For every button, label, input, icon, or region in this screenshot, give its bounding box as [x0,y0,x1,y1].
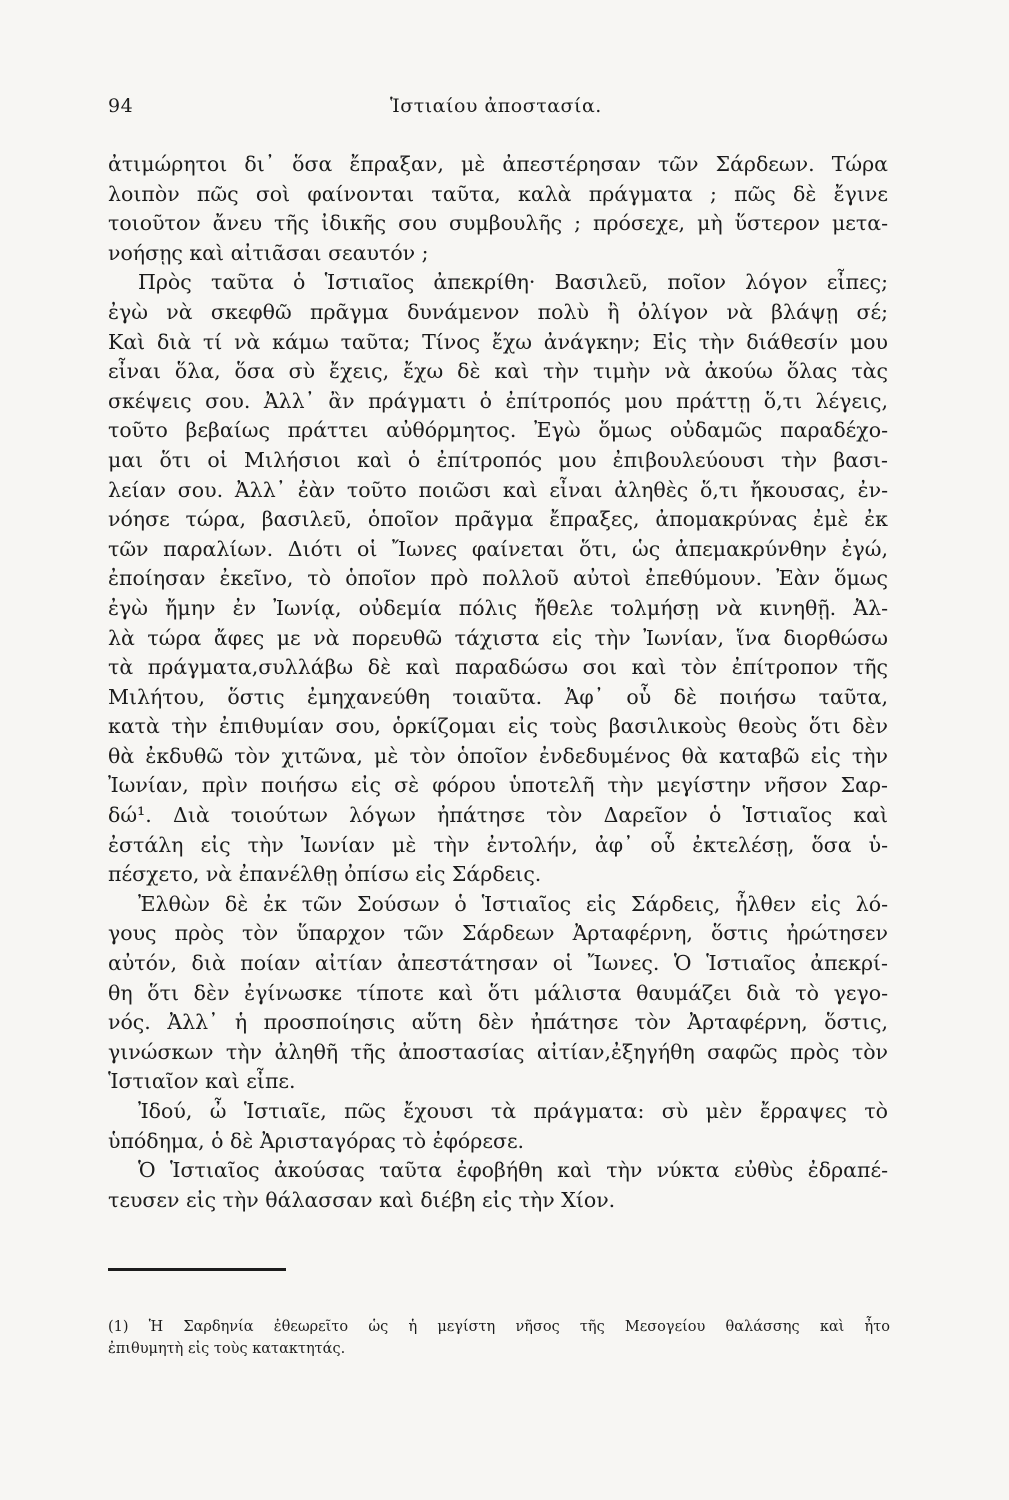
footnote-line: (1) Ἡ Σαρδηνία ἐθεωρεῖτο ὡς ἡ μεγίστη νῆσος τῆς Μεσογείου θαλάσσης καὶ ἦτο [108,1319,890,1335]
page-header [108,95,898,123]
text-line: λοιπὸν πῶς σοὶ φαίνονται ταῦτα, καλὰ πράγματα ; πῶς δὲ ἔγινε [108,181,888,206]
text-line: θὰ ἐκδυθῶ τὸν χιτῶνα, μὲ τὸν ὁποῖον ἐνδεδυμένος θὰ καταβῶ εἰς τὴν [108,743,888,768]
text-line: Ἐλθὼν δὲ ἐκ τῶν Σούσων ὁ Ἱστιαῖος εἰς Σάρδεις, ἦλθεν εἰς λό- [138,891,888,916]
text-line: λείαν σου. Ἀλλ᾽ ἐὰν τοῦτο ποιῶσι καὶ εἶναι ἀληθὲς ὅ,τι ἤκουσας, ἐν- [108,477,888,502]
running-title: Ἱστιαίου ἀποστασία. [390,95,602,117]
text-line: Καὶ διὰ τί νὰ κάμω ταῦτα; Τίνος ἔχω ἀνάγκην; Εἰς τὴν διάθεσίν μου [108,329,888,354]
page-number: 94 [108,95,134,117]
text-line: Πρὸς ταῦτα ὁ Ἱστιαῖος ἀπεκρίθη· Βασιλεῦ, ποῖον λόγον εἶπες; [138,270,888,295]
text-line: πέσχετο, νὰ ἐπανέλθῃ ὀπίσω εἰς Σάρδεις. [108,862,542,887]
text-line: Ἰωνίαν, πρὶν ποιήσω εἰς σὲ φόρου ὑποτελῆ τὴν μεγίστην νῆσον Σαρ- [108,773,888,798]
text-line: τευσεν εἰς τὴν θάλασσαν καὶ διέβη εἰς τὴν Χίον. [108,1187,616,1212]
text-line: Ἱστιαῖον καὶ εἶπε. [108,1069,296,1094]
text-line: ὑπόδημα, ὁ δὲ Ἀρισταγόρας τὸ ἐφόρεσε. [108,1128,525,1153]
text-line: θη ὅτι δὲν ἐγίνωσκε τίποτε καὶ ὅτι μάλιστα θαυμάζει διὰ τὸ γεγο- [108,980,888,1005]
text-line: σκέψεις σου. Ἀλλ᾽ ἂν πράγματι ὁ ἐπίτροπός μου πράττῃ ὅ,τι λέγεις, [108,388,888,413]
text-line: ἐγὼ ἤμην ἐν Ἰωνίᾳ, οὐδεμία πόλις ἤθελε τολμήσῃ νὰ κινηθῇ. Ἀλ- [108,595,888,620]
text-line: τὰ πράγματα,συλλάβω δὲ καὶ παραδώσω σοι καὶ τὸν ἐπίτροπον τῆς [108,655,888,680]
text-line: λὰ τώρα ἄφες με νὰ πορευθῶ τάχιστα εἰς τὴν Ἰωνίαν, ἵνα διορθώσω [108,625,888,650]
text-line: ἀτιμώρητοι δι᾽ ὅσα ἔπραξαν, μὲ ἀπεστέρησαν τῶν Σάρδεων. Τώρα [108,152,888,176]
text-line: νός. Ἀλλ᾽ ἡ προσποίησις αὕτη δὲν ἠπάτησε τὸν Ἀρταφέρνη, ὅστις, [108,1010,888,1035]
text-line: νοήσῃς καὶ αἰτιᾶσαι σεαυτόν ; [108,240,429,265]
text-line: κατὰ τὴν ἐπιθυμίαν σου, ὁρκίζομαι εἰς τοὺς βασιλικοὺς θεοὺς ὅτι δὲν [108,714,888,739]
text-line: ἐποίησαν ἐκεῖνο, τὸ ὁποῖον πρὸ πολλοῦ αὐτοὶ ἐπεθύμουν. Ἐὰν ὅμως [108,566,888,591]
text-line: μαι ὅτι οἱ Μιλήσιοι καὶ ὁ ἐπίτροπός μου ἐπιβουλεύουσι τὴν βασι- [108,447,888,472]
text-line: τοῦτο βεβαίως πράττει αὐθόρμητος. Ἐγὼ ὅμως οὐδαμῶς παραδέχο- [108,418,888,443]
text-line: τῶν παραλίων. Διότι οἱ Ἴωνες φαίνεται ὅτι, ὡς ἀπεμακρύνθην ἐγώ, [108,536,888,561]
text-line: Ὁ Ἱστιαῖος ἀκούσας ταῦτα ἐφοβήθη καὶ τὴν νύκτα εὐθὺς ἐδραπέ- [138,1158,888,1183]
text-line: γινώσκων τὴν ἀληθῆ τῆς ἀποστασίας αἰτίαν,ἐξηγήθη σαφῶς πρὸς τὸν [108,1039,888,1064]
text-line: γους πρὸς τὸν ὕπαρχον τῶν Σάρδεων Ἀρταφέρνη, ὅστις ἠρώτησεν [108,921,888,946]
text-line: τοιοῦτον ἄνευ τῆς ἰδικῆς σου συμβουλῆς ; πρόσεχε, μὴ ὕστερον μετα- [108,211,888,236]
text-line: εἶναι ὅλα, ὅσα σὺ ἔχεις, ἔχω δὲ καὶ τὴν τιμὴν νὰ ἀκούω ὅλας τὰς [108,359,888,384]
footnote-divider [108,1268,286,1271]
text-line: δώ¹. Διὰ τοιούτων λόγων ἠπάτησε τὸν Δαρεῖον ὁ Ἱστιαῖος καὶ [108,803,888,828]
text-line: ἐστάλη εἰς τὴν Ἰωνίαν μὲ τὴν ἐντολήν, ἀφ᾽ οὗ ἐκτελέσῃ, ὅσα ὑ- [108,832,888,857]
text-line: νόησε τώρα, βασιλεῦ, ὁποῖον πρᾶγμα ἔπραξες, ἀπομακρύνας ἐμὲ ἐκ [108,507,888,532]
footnote [108,1316,890,1360]
footnote-line: ἐπιθυμητὴ εἰς τοὺς κατακτητάς. [108,1341,346,1357]
main-text [108,150,888,1215]
text-line: Ἰδού, ὦ Ἱστιαῖε, πῶς ἔχουσι τὰ πράγματα: σὺ μὲν ἔρραψες τὸ [138,1099,888,1123]
text-line: αὐτόν, διὰ ποίαν αἰτίαν ἀπεστάτησαν οἱ Ἴωνες. Ὁ Ἱστιαῖος ἀπεκρί- [108,951,888,976]
text-line: ἐγὼ νὰ σκεφθῶ πρᾶγμα δυνάμενον πολὺ ἢ ὀλίγον νὰ βλάψῃ σέ; [108,299,888,324]
text-line: Μιλήτου, ὅστις ἐμηχανεύθη τοιαῦτα. Ἀφ᾽ οὗ δὲ ποιήσω ταῦτα, [108,684,888,709]
